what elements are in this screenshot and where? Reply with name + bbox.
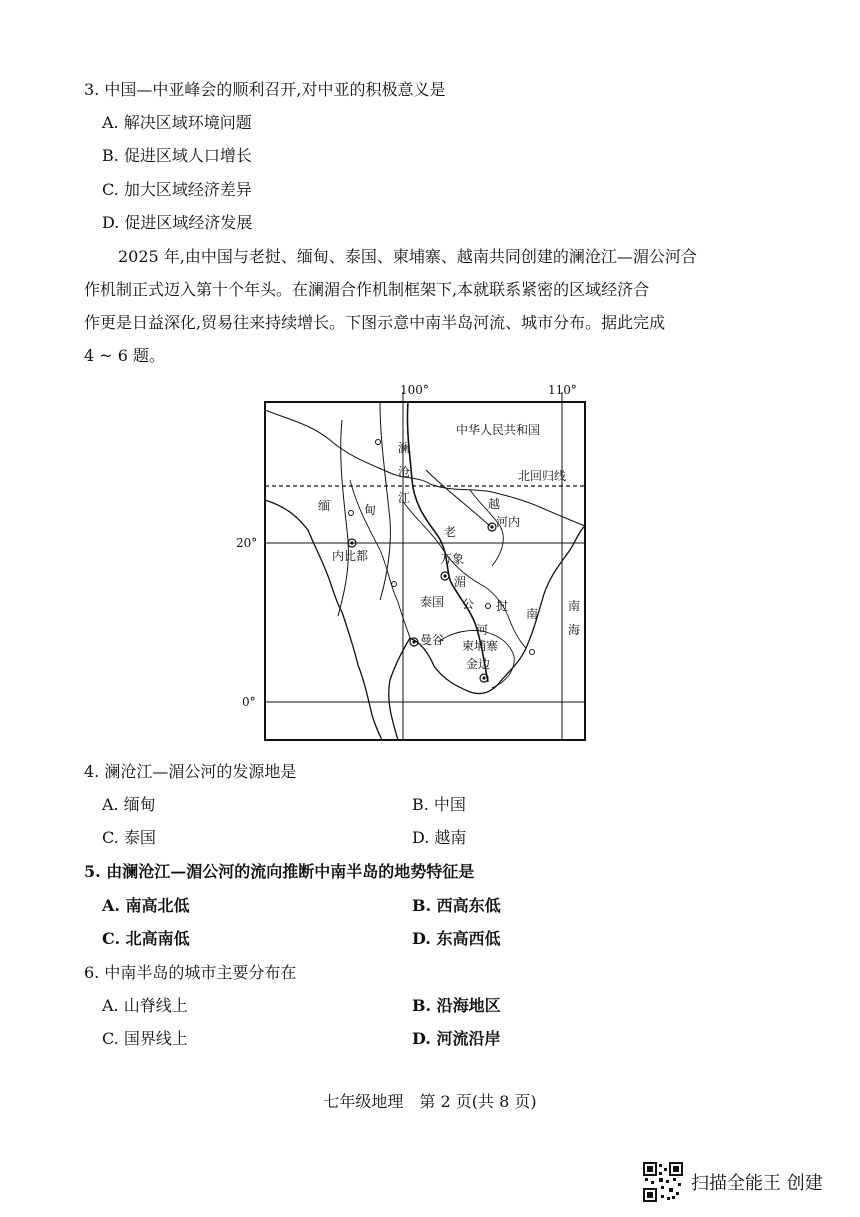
lon-label-110: 110° <box>548 383 577 397</box>
lon-label-100: 100° <box>400 383 429 397</box>
label-he: 河 <box>476 623 489 637</box>
question-5-option-a: A. 南高北低 <box>102 896 190 915</box>
question-3-stem: 3. 中国—中亚峰会的顺利召开,对中亚的积极意义是 <box>84 80 446 99</box>
question-4-stem: 4. 澜沧江—湄公河的发源地是 <box>84 762 297 781</box>
label-gong: 公 <box>462 597 475 611</box>
question-5-option-b: B. 西高东低 <box>412 896 501 915</box>
label-hanoi: 河内 <box>496 515 521 529</box>
map-frame <box>265 402 585 740</box>
label-sea-1: 南 <box>568 599 581 613</box>
lat-label-20: 20° <box>236 536 258 550</box>
question-4-option-a: A. 缅甸 <box>102 795 156 814</box>
lat-label-0: 0° <box>242 695 256 709</box>
question-4-option-c: C. 泰国 <box>102 828 156 847</box>
label-laos-tail: 挝 <box>496 599 509 613</box>
label-lan: 澜 <box>398 441 411 455</box>
label-vietnam-2: 南 <box>526 607 539 621</box>
label-vietnam-1: 越 <box>488 497 501 511</box>
red-river <box>426 470 490 526</box>
label-mei: 湄 <box>454 575 467 589</box>
question-3-option-c: C. 加大区域经济差异 <box>102 180 252 199</box>
intro-line-2: 作机制正式迈入第十个年头。在澜湄合作机制框架下,本就联系紧密的区域经济合 <box>84 280 650 299</box>
question-5-option-d: D. 东高西低 <box>412 929 501 948</box>
question-5-stem: 5. 由澜沧江—湄公河的流向推断中南半岛的地势特征是 <box>84 862 475 881</box>
question-3-option-a: A. 解决区域环境问题 <box>102 113 252 132</box>
watermark-text: 扫描全能王 创建 <box>691 1173 823 1194</box>
label-phnompenh: 金边 <box>466 657 491 671</box>
city-dot <box>530 650 535 655</box>
city-dot <box>349 511 354 516</box>
city-dot <box>392 582 397 587</box>
question-6-stem: 6. 中南半岛的城市主要分布在 <box>84 963 297 982</box>
question-5-option-c: C. 北高南低 <box>102 929 190 948</box>
label-thailand: 泰国 <box>420 595 445 609</box>
intro-paragraph <box>84 240 752 372</box>
intro-line-4: 4 ~ 6 题。 <box>84 346 166 365</box>
question-4-option-b: B. 中国 <box>412 795 466 814</box>
label-myanmar-2: 甸 <box>364 503 377 517</box>
label-tropic: 北回归线 <box>518 469 567 483</box>
label-jiang: 江 <box>398 491 411 505</box>
intro-line-1: 2025 年,由中国与老挝、缅甸、泰国、柬埔寨、越南共同创建的澜沧江—湄公河合 <box>118 247 697 266</box>
label-china: 中华人民共和国 <box>456 423 541 437</box>
salween-river <box>380 402 390 600</box>
page-footer: 七年级地理 第 2 页(共 8 页) <box>323 1092 537 1111</box>
question-4-option-d: D. 越南 <box>412 828 467 847</box>
label-laos: 老 <box>444 525 457 539</box>
question-3-option-b: B. 促进区域人口增长 <box>102 146 252 165</box>
qr-code-icon <box>643 1162 683 1202</box>
question-6-option-a: A. 山脊线上 <box>102 996 188 1015</box>
city-dot <box>376 440 381 445</box>
question-6-option-c: C. 国界线上 <box>102 1029 188 1048</box>
label-vientiane: 万象 <box>440 552 465 566</box>
label-myanmar-1: 缅 <box>318 499 331 513</box>
label-sea-2: 海 <box>568 623 581 637</box>
question-6-option-d: D. 河流沿岸 <box>412 1029 501 1048</box>
intro-line-3: 作更是日益深化,贸易往来持续增长。下图示意中南半岛河流、城市分布。据此完成 <box>84 313 666 332</box>
question-6-option-b: B. 沿海地区 <box>412 996 501 1015</box>
label-bangkok: 曼谷 <box>420 633 445 647</box>
irrawaddy-river <box>338 420 348 616</box>
label-naypyidaw: 内比都 <box>332 549 369 563</box>
scanner-watermark <box>643 1162 823 1202</box>
city-dot <box>486 604 491 609</box>
indochina-map <box>230 380 590 745</box>
label-cambodia: 柬埔寨 <box>462 639 499 653</box>
question-3-option-d: D. 促进区域经济发展 <box>102 213 253 232</box>
label-cang: 沧 <box>398 465 411 479</box>
